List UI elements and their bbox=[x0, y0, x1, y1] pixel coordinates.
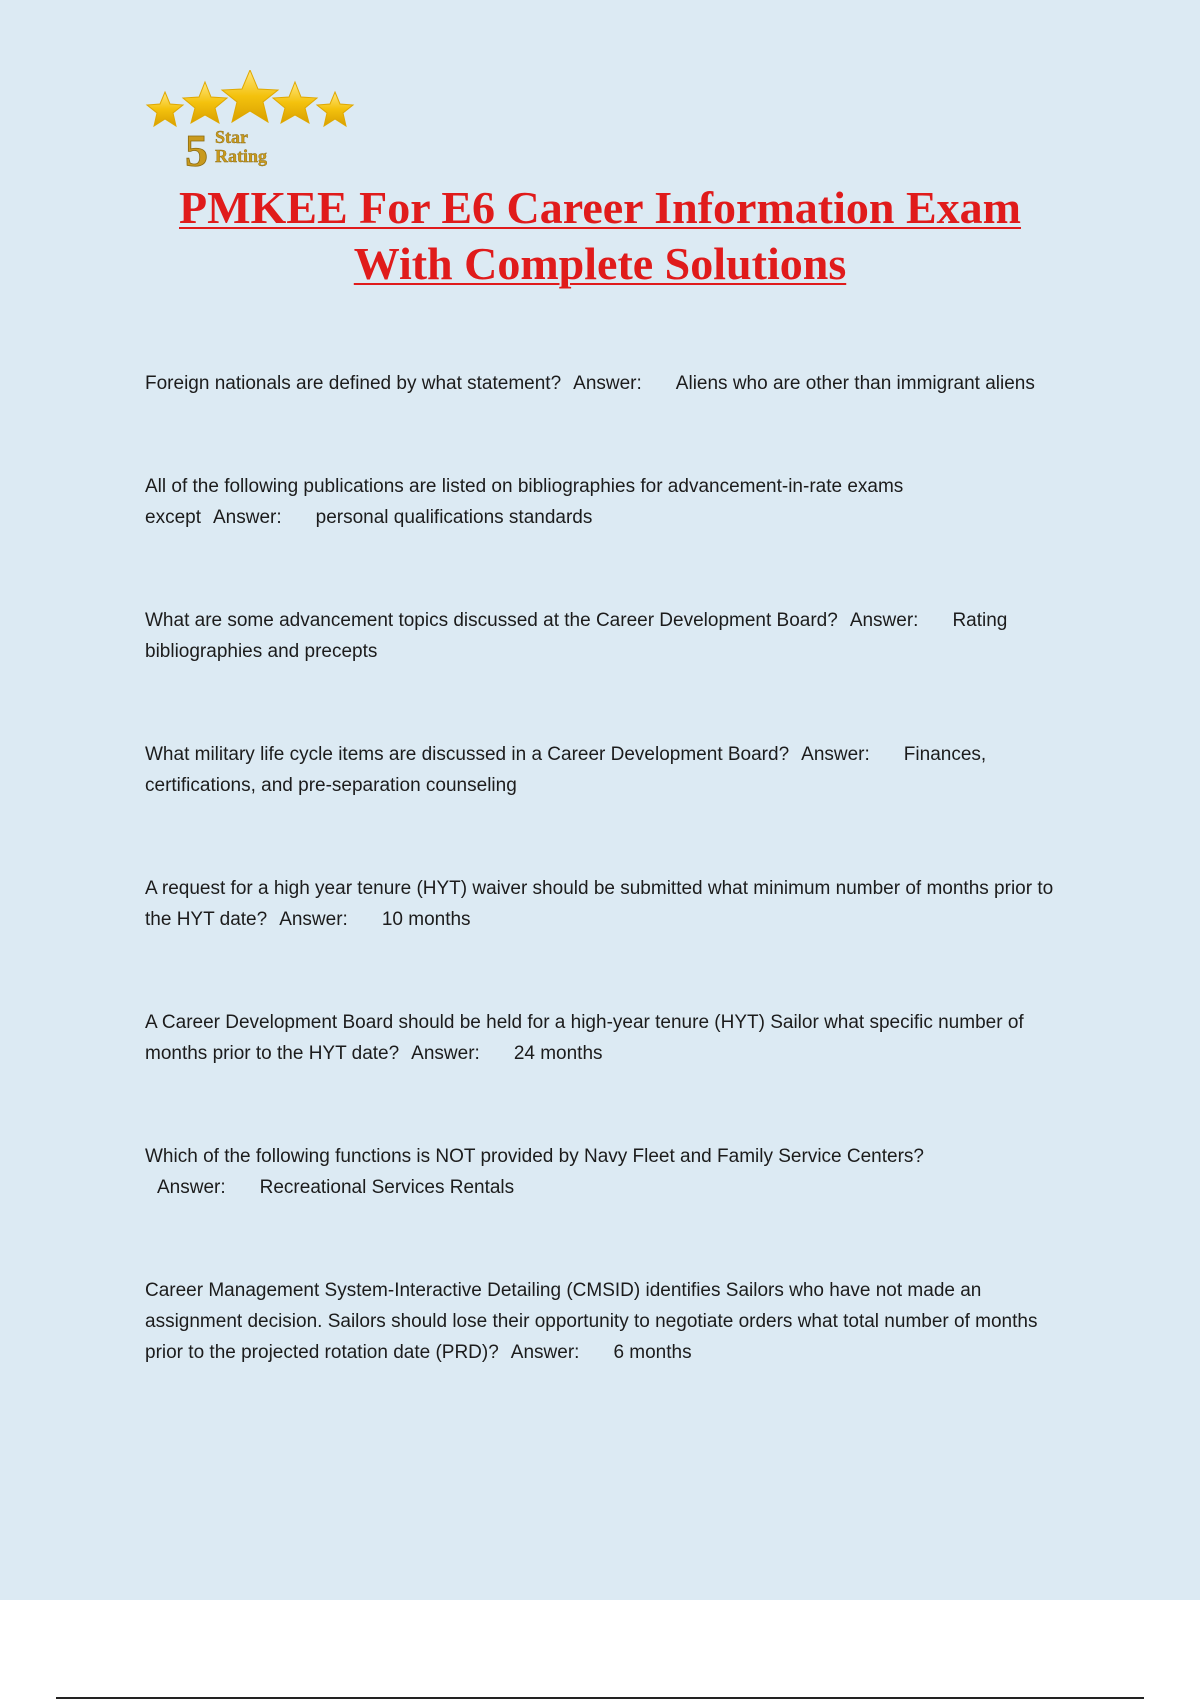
answer-text: Rating bibliographies and precepts bbox=[145, 610, 1008, 662]
question-text: Career Management System-Interactive Detailing (CMSID) identifies Sailors who have not made an assignment decision. Sailors should lose their opportunity to negotiate orders what total number of months prior to the projected rotation date (PRD)? bbox=[145, 1280, 1038, 1363]
star-3-icon bbox=[222, 70, 278, 122]
answer-label: Answer: bbox=[212, 507, 282, 528]
answer-label: Answer: bbox=[510, 1342, 580, 1363]
answer-text: Aliens who are other than immigrant aliens bbox=[675, 373, 1035, 394]
answer-label: Answer: bbox=[157, 1177, 226, 1198]
answer-text: 24 months bbox=[513, 1043, 603, 1064]
qa-item-3 bbox=[145, 605, 1080, 667]
qa-item-4 bbox=[145, 739, 1080, 801]
question-text: What are some advancement topics discussed at the Career Development Board? bbox=[145, 610, 838, 631]
answer-label: Answer: bbox=[573, 373, 642, 394]
answer-label: Answer: bbox=[801, 744, 870, 765]
qa-item-2 bbox=[145, 471, 1080, 533]
qa-item-7 bbox=[145, 1141, 1080, 1203]
footer-divider bbox=[56, 1697, 1144, 1699]
answer-text: personal qualifications standards bbox=[315, 507, 593, 528]
qa-item-5 bbox=[145, 873, 1080, 935]
answer-text: 6 months bbox=[613, 1342, 692, 1363]
question-text: Which of the following functions is NOT provided by Navy Fleet and Family Service Centers? bbox=[145, 1146, 924, 1167]
answer-label: Answer: bbox=[411, 1043, 480, 1064]
question-text: What military life cycle items are discussed in a Career Development Board? bbox=[145, 744, 790, 765]
answer-text: Finances, certifications, and pre-separation counseling bbox=[145, 744, 987, 796]
logo-word-star: Star bbox=[215, 127, 248, 147]
question-text: Foreign nationals are defined by what statement? bbox=[145, 373, 562, 394]
answer-text: 10 months bbox=[381, 909, 471, 930]
logo-word-rating: Rating bbox=[215, 146, 268, 166]
answer-text: Recreational Services Rentals bbox=[259, 1177, 515, 1198]
star-4-icon bbox=[273, 82, 317, 123]
star-2-icon bbox=[183, 82, 227, 123]
qa-item-1 bbox=[145, 368, 1080, 399]
star-rating-icon bbox=[145, 70, 355, 170]
logo-number: 5 bbox=[185, 125, 208, 170]
five-star-rating-logo bbox=[145, 70, 355, 170]
title-line-2: With Complete Solutions bbox=[353, 238, 847, 289]
question-text: All of the following publications are listed on bibliographies for advancement-in-rate exams except bbox=[145, 476, 904, 528]
page-title bbox=[100, 180, 1100, 292]
question-text: A request for a high year tenure (HYT) waiver should be submitted what minimum number of months prior to the HYT date? bbox=[145, 878, 1054, 930]
question-text: A Career Development Board should be held for a high-year tenure (HYT) Sailor what specific number of months prior to the HYT date? bbox=[145, 1012, 1024, 1064]
title-line-1: PMKEE For E6 Career Information Exam bbox=[179, 182, 1021, 233]
question-answer-list bbox=[145, 368, 1080, 1440]
star-5-icon bbox=[317, 92, 353, 126]
qa-item-6 bbox=[145, 1007, 1080, 1069]
answer-label: Answer: bbox=[279, 909, 348, 930]
qa-item-8 bbox=[145, 1275, 1080, 1368]
answer-label: Answer: bbox=[849, 610, 919, 631]
star-1-icon bbox=[147, 92, 183, 126]
